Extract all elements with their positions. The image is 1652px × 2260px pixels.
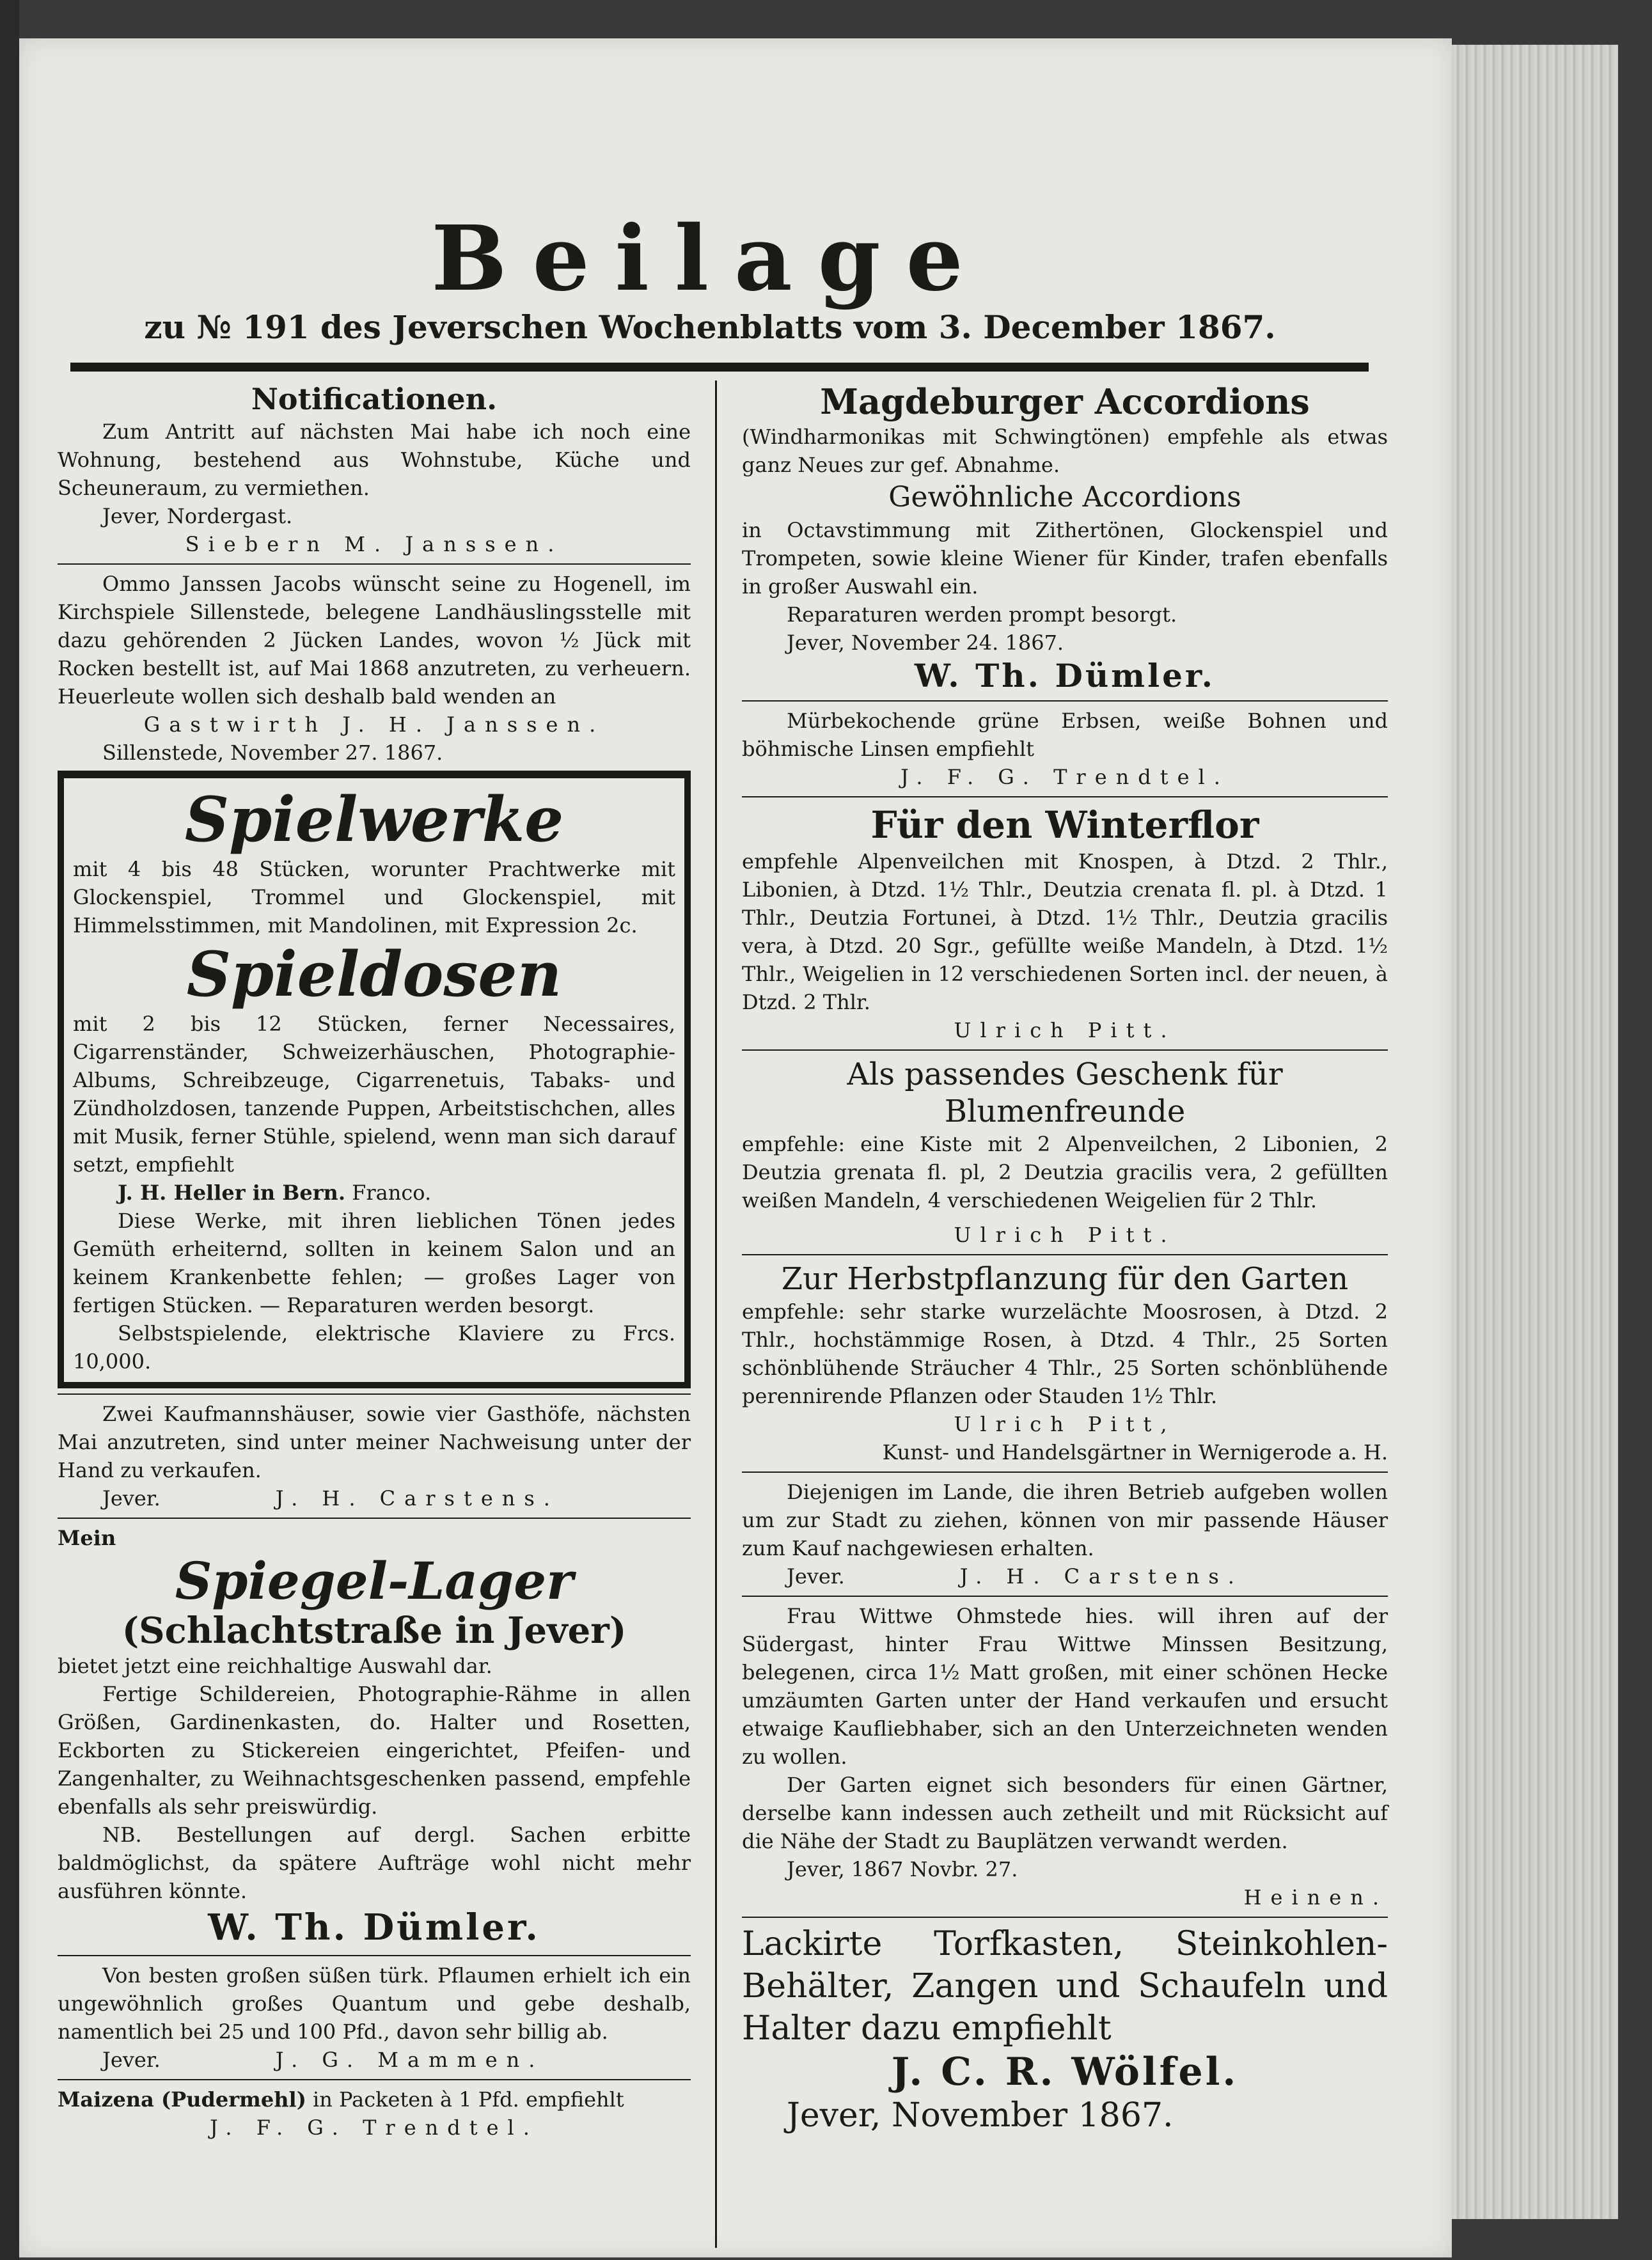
ad-text: Selbstspielende, elektrische Klaviere zu Frcs. 10,000. (73, 1321, 675, 1374)
ad-text: in Packeten à 1 Pfd. empfiehlt (313, 2087, 624, 2112)
ad-text: empfehle Alpenveilchen mit Knospen, à Dtzd. 2 Thlr., Libonien, à Dtzd. 1½ Thlr., Deutzia crenata fl. pl. à Dtzd. 1 Thlr., Deutzia Fortunei, à Dtzd. 1½ Thlr., Deutzia gracilis vera, à Dtzd. 20 Sgr., gefüllte weiße Mandeln, à Dtzd. 1½ Thlr., Weigelien in 12 verschiedenen Sorten incl. der neuen, à Dtzd. 2 Thlr. (742, 849, 1388, 1014)
ad-subheading: Gewöhnliche Accordions (888, 481, 1241, 514)
ad-signature: J. F. G. Trendtel. (210, 2115, 539, 2140)
book-spine (0, 0, 19, 2260)
ad-place: Jever. (787, 1564, 845, 1589)
ad-maizena (58, 2085, 691, 2142)
ad-text: Frau Wittwe Ohmstede hies. will ihren auf der Südergast, hinter Frau Wittwe Minssen Besitzung, belegenen, circa 1½ Matt großen, mit einer schönen Hecke umzäumten Garten unter der Hand verkaufen und ersucht etwaige Kaufliebhaber, sich an den Unterzeichneten wenden zu wollen. (742, 1604, 1388, 1769)
ad-text: Von besten großen süßen türk. Pflaumen erhielt ich ein ungewöhnlich großes Quantum und gebe deshalb, namentlich bei 25 und 100 Pfd., davon sehr billig ab. (58, 1963, 691, 2044)
ad-signature: Gastwirth J. H. Janssen. (143, 712, 605, 737)
ad-landhaeuslingsstelle (58, 570, 691, 767)
ad-geschenk (742, 1056, 1388, 1249)
column-divider (715, 381, 717, 2248)
ad-heading: Spieldosen (186, 938, 562, 1010)
ad-text: Mürbekochende grüne Erbsen, weiße Bohnen und böhmische Linsen empfiehlt (742, 709, 1388, 761)
divider (742, 1254, 1388, 1255)
header-rule (70, 363, 1369, 372)
ad-text: empfehle: eine Kiste mit 2 Alpenveilchen, 2 Libonien, 2 Deutzia grenata fl. pl, 2 Deutzia gracilis vera, 2 gefüllten weißen Mandeln, 4 verschiedenen Weigelien für 2 Thlr. (742, 1132, 1388, 1212)
left-column (58, 381, 691, 2142)
ad-text: NB. Bestellungen auf dergl. Sachen erbitte baldmöglichst, da spätere Aufträge wohl nicht mehr ausführen könnte. (58, 1823, 691, 1903)
ad-text: Reparaturen werden prompt besorgt. (787, 602, 1177, 627)
ad-subheading: (Schlachtstraße in Jever) (122, 1610, 627, 1652)
divider (742, 1049, 1388, 1051)
ad-intro: Mein (58, 1526, 116, 1550)
ad-signature: Ulrich Pitt, (954, 1412, 1176, 1436)
ad-pflaumen (58, 1961, 691, 2074)
ad-signature: J. H. Carstens. (959, 1564, 1243, 1589)
ad-heading: Als passendes Geschenk für (847, 1056, 1283, 1092)
ad-spielwerke (58, 771, 691, 1388)
ad-signature-line2: Kunst- und Handelsgärtner in Wernigerode a. H. (882, 1440, 1388, 1464)
ad-signature: Ulrich Pitt. (954, 1018, 1176, 1042)
page-title: Beilage (431, 207, 989, 311)
right-column (742, 381, 1388, 2137)
ad-spiegel-lager (58, 1524, 691, 1950)
ad-text: Zwei Kaufmannshäuser, sowie vier Gasthöfe, nächsten Mai anzutreten, sind unter meiner Nachweisung unter der Hand zu verkaufen. (58, 1402, 691, 1482)
ad-text: mit 2 bis 12 Stücken, ferner Necessaires, Cigarrenständer, Schweizerhäuschen, Photographie-Albums, Schreibzeuge, Cigarrenetuis, Tabaks- und Zündholzdosen, tanzende Puppen, Arbeitstischchen, alles mit Musik, ferner Stühle, spielend, wenn man sich darauf setzt, empfiehlt (73, 1012, 675, 1177)
divider (58, 1955, 691, 1956)
ad-haeuser-lande (742, 1478, 1388, 1590)
ad-signature: Ulrich Pitt. (954, 1223, 1176, 1247)
divider (742, 1471, 1388, 1473)
ad-text: in Octavstimmung mit Zithertönen, Glockenspiel und Trompeten, sowie kleine Wiener für Kinder, trafen ebenfalls in großer Auswahl ein. (742, 518, 1388, 599)
ad-heading: Für den Winterflor (870, 803, 1259, 847)
ad-franco: Franco. (352, 1181, 432, 1205)
ad-place: Jever. (102, 2048, 161, 2072)
ad-text: Lackirte Torfkasten, Steinkohlen-Behälter, Zangen und Schaufeln und Halter dazu empfiehlt (742, 1925, 1388, 2048)
divider (58, 1393, 691, 1395)
page-subtitle: zu № 191 des Jeverschen Wochenblatts vom 3. December 1867. (144, 308, 1276, 346)
ad-text: Fertige Schildereien, Photographie-Rähme in allen Größen, Gardinenkasten, do. Halter und Rosetten, Eckborten zu Stickereien eingerichtet, Pfeifen- und Zangenhalter, zu Weihnachtsgeschenken passend, empfehle ebenfalls als sehr preiswürdig. (58, 1682, 691, 1819)
ad-text: Zum Antritt auf nächsten Mai habe ich noch eine Wohnung, bestehend aus Wohnstube, Küche und Scheuneraum, zu vermiethen. (58, 420, 691, 500)
ad-winterflor (742, 803, 1388, 1044)
ad-text: mit 4 bis 48 Stücken, worunter Prachtwerke mit Glockenspiel, Trommel und Glockenspiel, mit Himmelsstimmen, mit Mandolinen, mit Expression 2c. (73, 857, 675, 938)
ad-heading: Magdeburger Accordions (820, 381, 1310, 422)
newspaper-page (19, 38, 1452, 2257)
ad-signature: Siebern M. Janssen. (185, 532, 563, 556)
ad-text: Ommo Janssen Jacobs wünscht seine zu Hogenell, im Kirchspiele Sillenstede, belegene Landhäuslingsstelle mit dazu gehörenden 2 Jücken Landes, wovon ½ Jück mit Rocken bestellt ist, auf Mai 1868 anzutreten, zu verheuern. Heuerleute wollen sich deshalb bald wenden an (58, 572, 691, 709)
page-header (19, 207, 1401, 348)
divider (58, 2079, 691, 2080)
ad-text: Diejenigen im Lande, die ihren Betrieb aufgeben wollen um zur Stadt zu ziehen, können von mir passende Häuser zum Kauf nachgewiesen erhalten. (742, 1480, 1388, 1560)
ad-text: empfehle: sehr starke wurzelächte Moosrosen, à Dtzd. 2 Thlr., hochstämmige Rosen, à Dtzd. 4 Thlr., 25 Sorten schönblühende Sträucher 4 Thlr., 25 Sorten schönblühende perennirende Pflanzen oder Stauden 1½ Thlr. (742, 1299, 1388, 1408)
ad-signature: J. H. Carstens. (275, 1486, 559, 1511)
ad-kaufmannshaeuser (58, 1400, 691, 1512)
section-heading: Notificationen. (251, 382, 498, 416)
ad-text: bietet jetzt eine reichhaltige Auswahl dar. (58, 1654, 492, 1678)
ad-heading: Blumenfreunde (944, 1094, 1186, 1129)
ad-text: (Windharmonikas mit Schwingtönen) empfehle als etwas ganz Neues zur gef. Abnahme. (742, 425, 1388, 477)
ad-signature: J. F. G. Trendtel. (901, 765, 1229, 789)
divider (742, 1596, 1388, 1597)
ad-signature: J. C. R. Wölfel. (891, 2050, 1239, 2094)
ad-place: Jever, 1867 Novbr. 27. (787, 1857, 1018, 1881)
divider (58, 1518, 691, 1519)
ad-place: Jever, Nordergast. (102, 504, 293, 528)
ad-torfkasten (742, 1923, 1388, 2137)
ad-place: Jever. (102, 1486, 161, 1511)
ad-text: Diese Werke, mit ihren lieblichen Tönen jedes Gemüth erheiternd, sollten in keinem Salon und an keinem Krankenbette fehlen; — großes Lager von fertigen Stücken. — Reparaturen werden besorgt. (73, 1209, 675, 1317)
ad-text: Der Garten eignet sich besonders für einen Gärtner, derselbe kann indessen auch zetheilt und mit Rücksicht auf die Nähe der Stadt zu Bauplätzen verwandt werden. (742, 1773, 1388, 1853)
ad-maker: J. H. Heller in Bern. (118, 1181, 345, 1205)
ad-herbstpflanzung (742, 1260, 1388, 1466)
divider (742, 1917, 1388, 1918)
ad-signature: J. G. Mammen. (275, 2048, 544, 2072)
ad-signature: W. Th. Dümler. (208, 1906, 540, 1949)
ad-place: Sillenstede, November 27. 1867. (102, 741, 443, 765)
ad-garten-verkauf (742, 1602, 1388, 1911)
ad-heading: Zur Herbstpflanzung für den Garten (781, 1261, 1349, 1297)
divider (58, 563, 691, 565)
divider (742, 796, 1388, 797)
ad-heading: Spielwerke (184, 783, 564, 856)
ad-notificationen (58, 381, 691, 558)
ad-signature: W. Th. Dümler. (914, 657, 1216, 694)
ad-place: Jever, November 24. 1867. (787, 631, 1064, 655)
ad-heading: Spiegel-Lager (175, 1551, 574, 1611)
divider (742, 700, 1388, 702)
ad-place: Jever, November 1867. (787, 2096, 1174, 2135)
ad-signature: Heinen. (1243, 1885, 1388, 1910)
ad-erbsen (742, 707, 1388, 791)
page-edges (1452, 45, 1618, 2219)
ad-title: Maizena (Pudermehl) (58, 2087, 306, 2112)
ad-accordions (742, 381, 1388, 695)
